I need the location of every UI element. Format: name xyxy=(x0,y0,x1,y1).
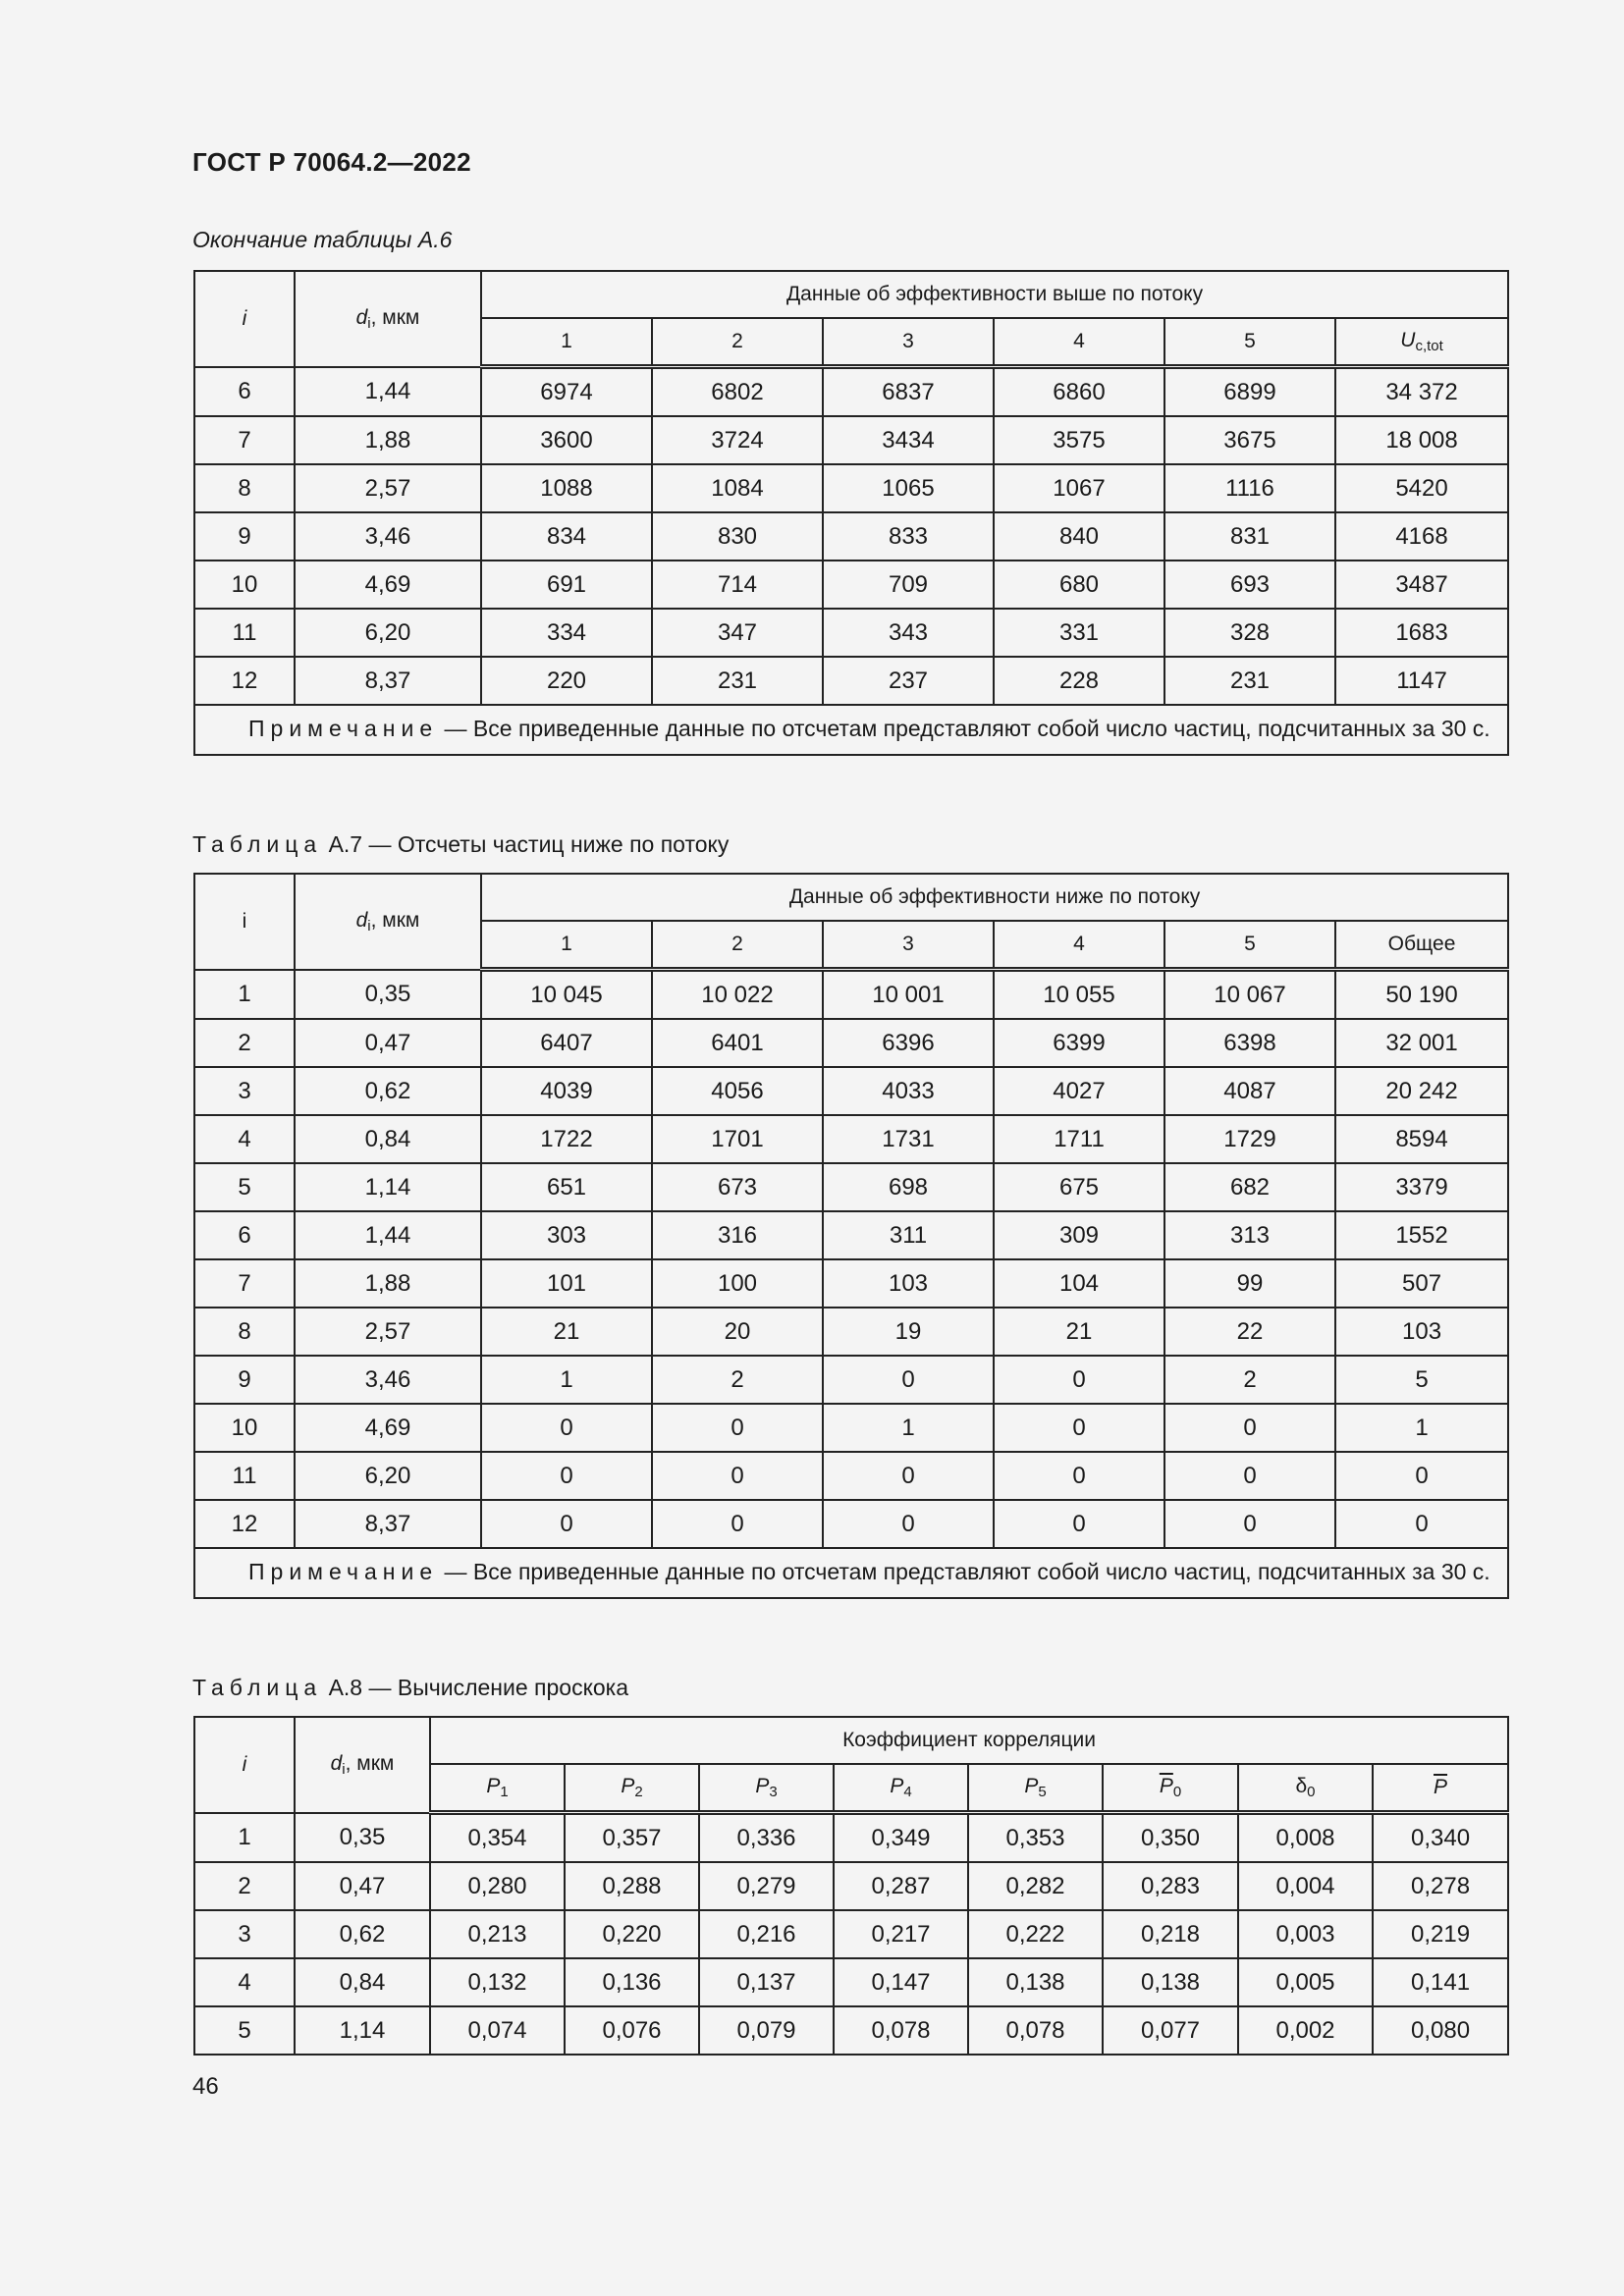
table-cell: 3379 xyxy=(1335,1163,1508,1211)
table-cell: 0,004 xyxy=(1238,1862,1373,1910)
table-cell: 0,141 xyxy=(1373,1958,1508,2006)
table-cell: 303 xyxy=(481,1211,652,1259)
table-cell: 103 xyxy=(823,1259,994,1308)
table-row xyxy=(194,416,1508,464)
table-cell: 0,353 xyxy=(968,1813,1103,1863)
column-header-diameter: $d_i$, мкм xyxy=(295,874,481,970)
table-cell: 231 xyxy=(652,657,823,705)
table-cell: 0,220 xyxy=(565,1910,699,1958)
table-cell: 12 xyxy=(194,1500,295,1548)
column-header-total: Общее xyxy=(1335,921,1508,970)
table-cell: 3,46 xyxy=(295,512,481,561)
page-number: 46 xyxy=(192,2073,219,2100)
table-a6 xyxy=(193,270,1509,756)
table-cell: 313 xyxy=(1164,1211,1335,1259)
table-cell: 231 xyxy=(1164,657,1335,705)
table-cell: 6837 xyxy=(823,367,994,417)
table-cell: 693 xyxy=(1164,561,1335,609)
table-cell: 0,005 xyxy=(1238,1958,1373,2006)
table-cell: 2 xyxy=(1164,1356,1335,1404)
table-cell: 0,282 xyxy=(968,1862,1103,1910)
table-cell: 1683 xyxy=(1335,609,1508,657)
table-row xyxy=(194,1259,1508,1308)
table-cell: 0 xyxy=(1164,1452,1335,1500)
table-cell: 10 xyxy=(194,1404,295,1452)
table-cell: 3434 xyxy=(823,416,994,464)
table-cell: 334 xyxy=(481,609,652,657)
table-cell: 1711 xyxy=(994,1115,1164,1163)
table-a6-continuation-caption: Окончание таблицы А.6 xyxy=(192,227,453,252)
table-cell: 6899 xyxy=(1164,367,1335,417)
group-header-downstream: Данные об эффективности ниже по потоку xyxy=(481,874,1508,921)
column-header-2: 2 xyxy=(652,921,823,970)
table-cell: 0,079 xyxy=(699,2006,834,2055)
table-cell: 4,69 xyxy=(295,561,481,609)
column-header-5: 5 xyxy=(1164,318,1335,367)
table-cell: 0,280 xyxy=(430,1862,565,1910)
table-cell: 0,288 xyxy=(565,1862,699,1910)
table-cell: 20 xyxy=(652,1308,823,1356)
table-cell: 833 xyxy=(823,512,994,561)
table-cell: 830 xyxy=(652,512,823,561)
table-cell: 99 xyxy=(1164,1259,1335,1308)
column-header-p-mean: $\overline{P}$ xyxy=(1373,1764,1508,1813)
column-header-1: 1 xyxy=(481,921,652,970)
table-cell: 0,336 xyxy=(699,1813,834,1863)
table-cell: 0 xyxy=(481,1404,652,1452)
table-cell: 0 xyxy=(1164,1500,1335,1548)
table-cell: 0 xyxy=(652,1452,823,1500)
table-cell: 1729 xyxy=(1164,1115,1335,1163)
column-header-p1: $P_1$ xyxy=(430,1764,565,1813)
table-cell: 3575 xyxy=(994,416,1164,464)
table-cell: 0,47 xyxy=(295,1019,481,1067)
table-cell: 2 xyxy=(194,1862,295,1910)
table-row xyxy=(194,609,1508,657)
column-header-i: i xyxy=(194,1717,295,1813)
table-cell: 7 xyxy=(194,416,295,464)
table-cell: 0,62 xyxy=(295,1067,481,1115)
table-cell: 311 xyxy=(823,1211,994,1259)
column-header-2: 2 xyxy=(652,318,823,367)
table-cell: 0 xyxy=(481,1452,652,1500)
table-cell: 6396 xyxy=(823,1019,994,1067)
table-cell: 1088 xyxy=(481,464,652,512)
table-cell: 32 001 xyxy=(1335,1019,1508,1067)
table-cell: 0,132 xyxy=(430,1958,565,2006)
table-cell: 6802 xyxy=(652,367,823,417)
table-row xyxy=(194,1067,1508,1115)
table-cell: 831 xyxy=(1164,512,1335,561)
table-cell: 1,44 xyxy=(295,367,481,417)
table-cell: 10 045 xyxy=(481,970,652,1020)
column-header-1: 1 xyxy=(481,318,652,367)
group-header-correlation: Коэффициент корреляции xyxy=(430,1717,1508,1764)
table-cell: 1552 xyxy=(1335,1211,1508,1259)
table-cell: 0,138 xyxy=(1103,1958,1238,2006)
table-cell: 3724 xyxy=(652,416,823,464)
table-cell: 2 xyxy=(194,1019,295,1067)
table-cell: 0,222 xyxy=(968,1910,1103,1958)
table-cell: 1,88 xyxy=(295,416,481,464)
table-cell: 0,078 xyxy=(968,2006,1103,2055)
table-cell: 6 xyxy=(194,367,295,417)
table-cell: 10 067 xyxy=(1164,970,1335,1020)
document-code-header: ГОСТ Р 70064.2—2022 xyxy=(192,147,471,177)
table-row xyxy=(194,1862,1508,1910)
table-cell: 0 xyxy=(652,1404,823,1452)
table-cell: 0 xyxy=(994,1404,1164,1452)
table-a8-title: Таблица А.8 — Вычисление проскока xyxy=(192,1675,629,1700)
table-cell: 0 xyxy=(1335,1500,1508,1548)
column-header-p5: $P_5$ xyxy=(968,1764,1103,1813)
table-cell: 34 372 xyxy=(1335,367,1508,417)
table-cell: 5 xyxy=(194,2006,295,2055)
table-cell: 2,57 xyxy=(295,464,481,512)
column-header-p4: $P_4$ xyxy=(834,1764,968,1813)
table-cell: 0,287 xyxy=(834,1862,968,1910)
table-cell: 4 xyxy=(194,1115,295,1163)
table-cell: 0 xyxy=(823,1452,994,1500)
group-header-upstream: Данные об эффективности выше по потоку xyxy=(481,271,1508,318)
table-cell: 680 xyxy=(994,561,1164,609)
table-cell: 0,008 xyxy=(1238,1813,1373,1863)
table-cell: 343 xyxy=(823,609,994,657)
table-cell: 347 xyxy=(652,609,823,657)
table-cell: 11 xyxy=(194,1452,295,1500)
table-cell: 0,219 xyxy=(1373,1910,1508,1958)
table-cell: 0,218 xyxy=(1103,1910,1238,1958)
table-cell: 673 xyxy=(652,1163,823,1211)
table-cell: 8594 xyxy=(1335,1115,1508,1163)
table-cell: 20 242 xyxy=(1335,1067,1508,1115)
table-row xyxy=(194,1452,1508,1500)
table-cell: 21 xyxy=(994,1308,1164,1356)
table-row xyxy=(194,561,1508,609)
table-cell: 2,57 xyxy=(295,1308,481,1356)
table-cell: 8,37 xyxy=(295,1500,481,1548)
table-cell: 0,350 xyxy=(1103,1813,1238,1863)
table-row xyxy=(194,1958,1508,2006)
table-cell: 18 008 xyxy=(1335,416,1508,464)
table-cell: 0 xyxy=(1335,1452,1508,1500)
table-cell: 0,074 xyxy=(430,2006,565,2055)
table-cell: 331 xyxy=(994,609,1164,657)
table-cell: 1 xyxy=(481,1356,652,1404)
table-cell: 5 xyxy=(1335,1356,1508,1404)
table-cell: 0 xyxy=(652,1500,823,1548)
table-cell: 0,283 xyxy=(1103,1862,1238,1910)
table-cell: 0,349 xyxy=(834,1813,968,1863)
table-cell: 21 xyxy=(481,1308,652,1356)
table-a7 xyxy=(193,873,1509,1599)
table-row xyxy=(194,970,1508,1020)
table-cell: 3600 xyxy=(481,416,652,464)
column-header-4: 4 xyxy=(994,921,1164,970)
table-cell: 0,62 xyxy=(295,1910,430,1958)
table-cell: 0,137 xyxy=(699,1958,834,2006)
table-cell: 10 022 xyxy=(652,970,823,1020)
column-header-i: i xyxy=(194,271,295,367)
table-cell: 0,35 xyxy=(295,1813,430,1863)
table-cell: 1,44 xyxy=(295,1211,481,1259)
column-header-3: 3 xyxy=(823,318,994,367)
table-cell: 1731 xyxy=(823,1115,994,1163)
table-cell: 3487 xyxy=(1335,561,1508,609)
table-row xyxy=(194,1500,1508,1548)
column-header-p2: $P_2$ xyxy=(565,1764,699,1813)
table-cell: 5 xyxy=(194,1163,295,1211)
table-cell: 0 xyxy=(994,1356,1164,1404)
table-row xyxy=(194,1813,1508,1863)
table-cell: 0,138 xyxy=(968,1958,1103,2006)
table-cell: 1722 xyxy=(481,1115,652,1163)
table-cell: 1,88 xyxy=(295,1259,481,1308)
table-cell: 3675 xyxy=(1164,416,1335,464)
table-row xyxy=(194,464,1508,512)
table-cell: 0,003 xyxy=(1238,1910,1373,1958)
table-cell: 10 xyxy=(194,561,295,609)
column-header-5: 5 xyxy=(1164,921,1335,970)
table-cell: 4033 xyxy=(823,1067,994,1115)
table-cell: 8,37 xyxy=(295,657,481,705)
table-cell: 1116 xyxy=(1164,464,1335,512)
table-cell: 10 055 xyxy=(994,970,1164,1020)
table-cell: 5420 xyxy=(1335,464,1508,512)
table-cell: 0,47 xyxy=(295,1862,430,1910)
table-cell: 7 xyxy=(194,1259,295,1308)
table-cell: 675 xyxy=(994,1163,1164,1211)
table-cell: 507 xyxy=(1335,1259,1508,1308)
table-cell: 714 xyxy=(652,561,823,609)
table-cell: 0 xyxy=(1164,1404,1335,1452)
table-cell: 691 xyxy=(481,561,652,609)
table-cell: 10 001 xyxy=(823,970,994,1020)
table-cell: 1065 xyxy=(823,464,994,512)
table-cell: 4027 xyxy=(994,1067,1164,1115)
table-row xyxy=(194,1211,1508,1259)
table-cell: 328 xyxy=(1164,609,1335,657)
table-cell: 0 xyxy=(994,1452,1164,1500)
table-cell: 6398 xyxy=(1164,1019,1335,1067)
table-cell: 1701 xyxy=(652,1115,823,1163)
table-cell: 6407 xyxy=(481,1019,652,1067)
table-cell: 0,078 xyxy=(834,2006,968,2055)
column-header-i: i xyxy=(194,874,295,970)
table-cell: 104 xyxy=(994,1259,1164,1308)
table-row xyxy=(194,1115,1508,1163)
table-cell: 4,69 xyxy=(295,1404,481,1452)
table-cell: 0,279 xyxy=(699,1862,834,1910)
table-cell: 1,14 xyxy=(295,1163,481,1211)
table-cell: 6401 xyxy=(652,1019,823,1067)
table-row xyxy=(194,1910,1508,1958)
table-cell: 0 xyxy=(823,1356,994,1404)
table-a7-note: Примечание — Все приведенные данные по отсчетам представляют собой число частиц, подсчитанных за 30 с. xyxy=(194,1548,1508,1598)
table-cell: 101 xyxy=(481,1259,652,1308)
table-cell: 1 xyxy=(1335,1404,1508,1452)
table-row xyxy=(194,1163,1508,1211)
table-cell: 0,84 xyxy=(295,1115,481,1163)
table-cell: 0 xyxy=(994,1500,1164,1548)
table-cell: 4039 xyxy=(481,1067,652,1115)
table-cell: 1 xyxy=(194,970,295,1020)
table-cell: 0,216 xyxy=(699,1910,834,1958)
table-cell: 0,136 xyxy=(565,1958,699,2006)
table-cell: 103 xyxy=(1335,1308,1508,1356)
table-row xyxy=(194,1356,1508,1404)
table-cell: 0,213 xyxy=(430,1910,565,1958)
table-cell: 1147 xyxy=(1335,657,1508,705)
table-cell: 0,278 xyxy=(1373,1862,1508,1910)
table-cell: 709 xyxy=(823,561,994,609)
table-cell: 0,35 xyxy=(295,970,481,1020)
table-cell: 0,002 xyxy=(1238,2006,1373,2055)
table-cell: 4168 xyxy=(1335,512,1508,561)
table-row xyxy=(194,1019,1508,1067)
table-cell: 4 xyxy=(194,1958,295,2006)
table-row xyxy=(194,657,1508,705)
table-cell: 6 xyxy=(194,1211,295,1259)
table-cell: 682 xyxy=(1164,1163,1335,1211)
table-cell: 1084 xyxy=(652,464,823,512)
table-cell: 1 xyxy=(194,1813,295,1863)
column-header-diameter: $d_i$, мкм xyxy=(295,1717,430,1813)
table-cell: 4087 xyxy=(1164,1067,1335,1115)
table-cell: 6,20 xyxy=(295,609,481,657)
table-cell: 3 xyxy=(194,1910,295,1958)
table-row xyxy=(194,367,1508,417)
table-a8 xyxy=(193,1716,1509,2056)
column-header-3: 3 xyxy=(823,921,994,970)
table-cell: 0,147 xyxy=(834,1958,968,2006)
table-row xyxy=(194,2006,1508,2055)
table-cell: 0,340 xyxy=(1373,1813,1508,1863)
table-cell: 0,357 xyxy=(565,1813,699,1863)
table-cell: 6,20 xyxy=(295,1452,481,1500)
table-cell: 0,354 xyxy=(430,1813,565,1863)
table-row xyxy=(194,1308,1508,1356)
table-cell: 698 xyxy=(823,1163,994,1211)
table-cell: 100 xyxy=(652,1259,823,1308)
table-cell: 1067 xyxy=(994,464,1164,512)
table-a6-note: Примечание — Все приведенные данные по отсчетам представляют собой число частиц, подсчитанных за 30 с. xyxy=(194,705,1508,755)
table-cell: 0,080 xyxy=(1373,2006,1508,2055)
column-header-total: $U_{c,tot}$ xyxy=(1335,318,1508,367)
table-cell: 6399 xyxy=(994,1019,1164,1067)
table-cell: 3 xyxy=(194,1067,295,1115)
table-cell: 834 xyxy=(481,512,652,561)
table-row xyxy=(194,1404,1508,1452)
table-cell: 316 xyxy=(652,1211,823,1259)
table-cell: 237 xyxy=(823,657,994,705)
table-cell: 0,076 xyxy=(565,2006,699,2055)
table-cell: 0 xyxy=(823,1500,994,1548)
table-a7-title: Таблица А.7 — Отсчеты частиц ниже по потоку xyxy=(192,831,730,857)
table-cell: 0,217 xyxy=(834,1910,968,1958)
table-cell: 9 xyxy=(194,512,295,561)
table-cell: 3,46 xyxy=(295,1356,481,1404)
table-cell: 0,84 xyxy=(295,1958,430,2006)
table-cell: 8 xyxy=(194,1308,295,1356)
table-cell: 9 xyxy=(194,1356,295,1404)
table-cell: 228 xyxy=(994,657,1164,705)
table-cell: 22 xyxy=(1164,1308,1335,1356)
table-cell: 11 xyxy=(194,609,295,657)
column-header-diameter: $d_i$, мкм xyxy=(295,271,481,367)
table-cell: 651 xyxy=(481,1163,652,1211)
table-cell: 50 190 xyxy=(1335,970,1508,1020)
table-cell: 220 xyxy=(481,657,652,705)
table-cell: 2 xyxy=(652,1356,823,1404)
column-header-p0-mean: $\overline{P}_0$ xyxy=(1103,1764,1238,1813)
table-cell: 8 xyxy=(194,464,295,512)
table-row xyxy=(194,512,1508,561)
table-cell: 6974 xyxy=(481,367,652,417)
table-cell: 4056 xyxy=(652,1067,823,1115)
table-cell: 12 xyxy=(194,657,295,705)
table-cell: 0 xyxy=(481,1500,652,1548)
table-cell: 6860 xyxy=(994,367,1164,417)
table-cell: 309 xyxy=(994,1211,1164,1259)
table-cell: 840 xyxy=(994,512,1164,561)
table-cell: 0,077 xyxy=(1103,2006,1238,2055)
column-header-delta0: $\delta_0$ xyxy=(1238,1764,1373,1813)
column-header-4: 4 xyxy=(994,318,1164,367)
table-cell: 1 xyxy=(823,1404,994,1452)
column-header-p3: $P_3$ xyxy=(699,1764,834,1813)
table-cell: 1,14 xyxy=(295,2006,430,2055)
table-cell: 19 xyxy=(823,1308,994,1356)
